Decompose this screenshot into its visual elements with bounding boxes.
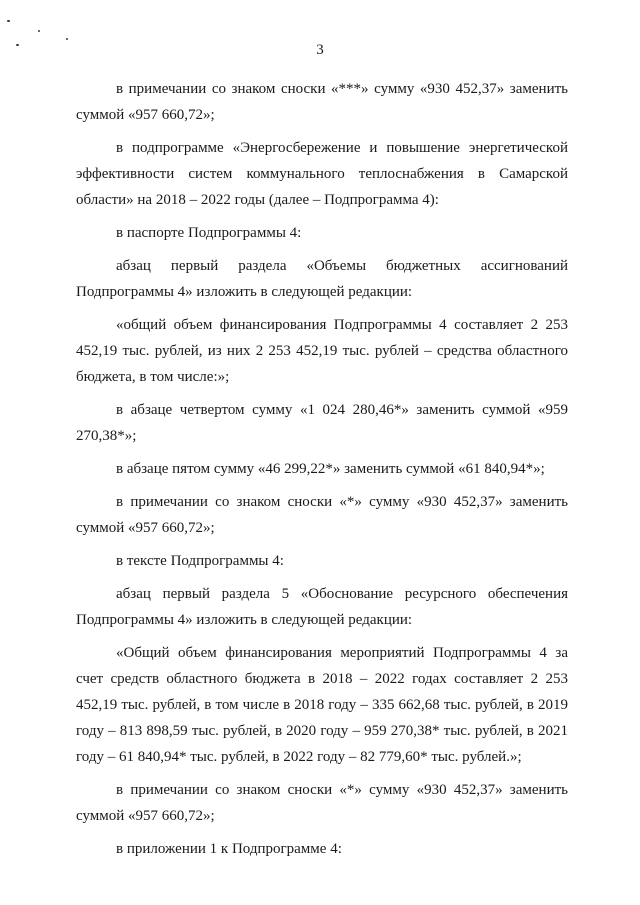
- paragraph: в приложении 1 к Подпрограмме 4:: [116, 841, 342, 857]
- paragraph: «Общий объем финансирования мероприятий Подпрограммы 4 за счет средств областного бюджета в 2018 – 2022 годах составляет 2 253 452,19 тыс. рублей, в том числе в 2018 году – 335 662,68 тыс. рублей, в 2019 году – 813 898,59 тыс. рублей, в 2020 году – 959 270,38* тыс. рублей, в 2021 году – 61 840,94* тыс. рублей, в 2022 году – 82 779,60* тыс. рублей.»;: [76, 645, 568, 765]
- paragraph: в паспорте Подпрограммы 4:: [116, 225, 302, 241]
- paragraph: в примечании со знаком сноски «***» сумму «930 452,37» заменить суммой «957 660,72»;: [76, 81, 568, 123]
- paragraph: в абзаце четвертом сумму «1 024 280,46*» заменить суммой «959 270,38*»;: [76, 402, 568, 444]
- paragraph: в тексте Подпрограммы 4:: [116, 553, 284, 569]
- paragraph: абзац первый раздела «Объемы бюджетных ассигнований Подпрограммы 4» изложить в следующей редакции:: [76, 258, 568, 300]
- paragraph: в примечании со знаком сноски «*» сумму «930 452,37» заменить суммой «957 660,72»;: [76, 494, 568, 536]
- paragraph: в подпрограмме «Энергосбережение и повышение энергетической эффективности систем коммунального теплоснабжения в Самарской области» на 2018 – 2022 годы (далее – Подпрограмма 4):: [76, 140, 568, 208]
- scan-artifact-dot: [7, 20, 10, 22]
- page-number: 3: [316, 42, 324, 58]
- paragraph: в абзаце пятом сумму «46 299,22*» заменить суммой «61 840,94*»;: [116, 461, 545, 477]
- document-body: [76, 76, 568, 862]
- paragraph: в примечании со знаком сноски «*» сумму «930 452,37» заменить суммой «957 660,72»;: [76, 782, 568, 824]
- scan-artifact-dot: [38, 30, 40, 32]
- paragraph: «общий объем финансирования Подпрограммы 4 составляет 2 253 452,19 тыс. рублей, из них 2 253 452,19 тыс. рублей – средства областного бюджета, в том числе:»;: [76, 317, 568, 385]
- paragraph: абзац первый раздела 5 «Обоснование ресурсного обеспечения Подпрограммы 4» изложить в следующей редакции:: [76, 586, 568, 628]
